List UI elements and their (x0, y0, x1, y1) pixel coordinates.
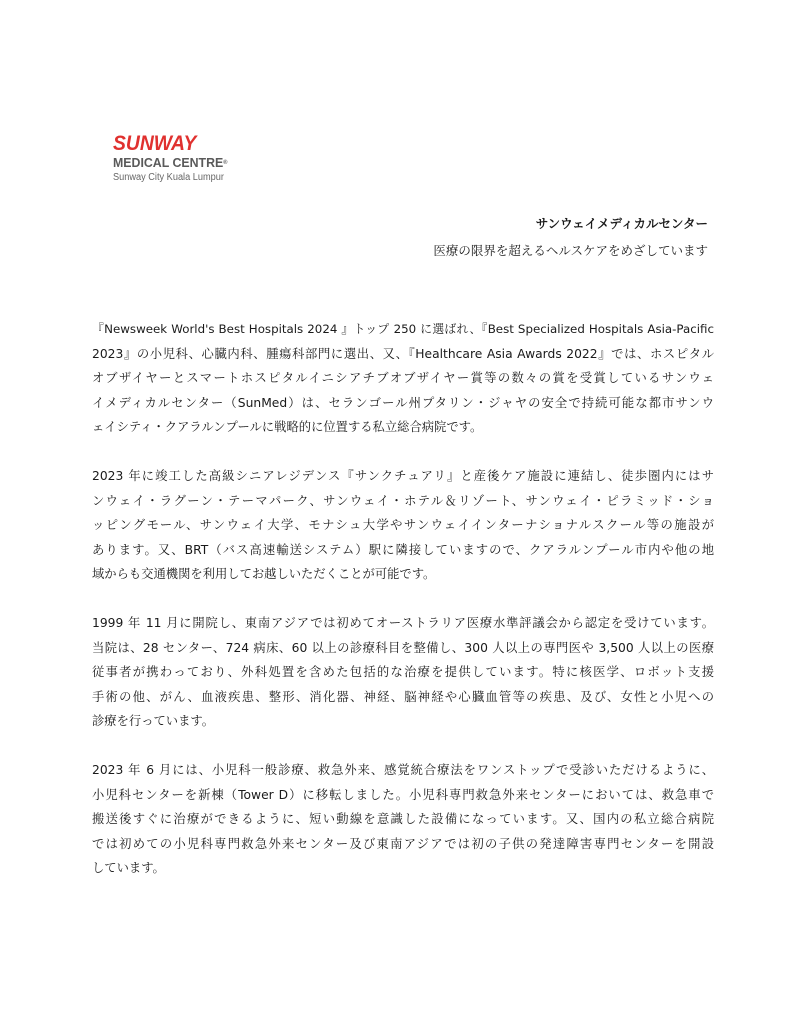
paragraph-4 (92, 758, 714, 881)
logo-brand: SUNWAY (113, 132, 197, 155)
body-text (92, 317, 714, 905)
paragraph-line: イメディカルセンター（SunMed）は、セランゴール州プタリン・ジャヤの安全で持続可能な都市サンウ (92, 395, 714, 410)
paragraph-1 (92, 317, 714, 440)
logo-trademark: ® (223, 160, 228, 166)
paragraph-line: では初めての小児科専門救急外来センター及び東南アジアでは初の子供の発達障害専門センターを開設 (92, 836, 714, 851)
paragraph-line: 『Newsweek World's Best Hospitals 2024 』トップ 250 に選ばれ、『Best Specialized Hospitals Asia-Pacific (92, 322, 714, 336)
paragraph-line: 手術の他、がん、血液疾患、整形、消化器、神経、脳神経や心臓血管等の疾患、及び、女性と小児への (92, 689, 714, 704)
paragraph-line: しています。 (92, 861, 165, 876)
paragraph-line: ッピングモール、サンウェイ大学、モナシュ大学やサンウェイインターナショナルスクール等の施設が (92, 518, 714, 533)
logo-subtitle-text: MEDICAL CENTRE (113, 155, 224, 170)
paragraph-line: ェイシティ・クアラルンプールに戦略的に位置する私立総合病院です。 (92, 420, 483, 435)
logo-subtitle (113, 155, 227, 171)
paragraph-line: 当院は、28 センター、724 病床、60 以上の診療科目を整備し、300 人以上の専門医や 3,500 人以上の医療 (92, 640, 714, 655)
logo-location: Sunway City Kuala Lumpur (113, 172, 224, 183)
paragraph-line: 従事者が携わっており、外科処置を含めた包括的な治療を提供しています。特に核医学、ロボット支援 (92, 665, 714, 680)
paragraph-line: 2023 年 6 月には、小児科一般診療、救急外来、感覚統合療法をワンストップで受診いただけるように、 (92, 762, 714, 777)
paragraph-line: 1999 年 11 月に開院し、東南アジアでは初めてオーストラリア医療水準評議会から認定を受けています。 (92, 615, 714, 630)
paragraph-line: あります。又、BRT（バス高速輸送システム）駅に隣接していますので、クアラルンプール市内や他の地 (92, 542, 714, 557)
paragraph-line: 2023』の小児科、心臓内科、腫瘍科部門に選出、又、『Healthcare Asia Awards 2022』では、ホスピタル (92, 346, 714, 361)
paragraph-3 (92, 611, 714, 734)
paragraph-line: ンウェイ・ラグーン・テーマパーク、サンウェイ・ホテル＆リゾート、サンウェイ・ピラミッド・ショ (92, 493, 714, 508)
paragraph-line: 搬送後すぐに治療ができるように、短い動線を意識した設備になっています。又、国内の私立総合病院 (92, 812, 714, 827)
header-block (433, 214, 708, 261)
org-name: サンウェイメディカルセンター (535, 216, 708, 231)
paragraph-line: 小児科センターを新棟（Tower D）に移転しました。小児科専門救急外来センターにおいては、救急車で (92, 787, 714, 802)
paragraph-line: 域からも交通機関を利用してお越しいただくことが可能です。 (92, 567, 436, 582)
paragraph-line: 2023 年に竣工した高級シニアレジデンス『サンクチュアリ』と産後ケア施設に連結し、徒歩圏内にはサ (92, 468, 714, 483)
paragraph-2 (92, 464, 714, 587)
sunway-logo (113, 133, 233, 184)
paragraph-line: オブザイヤーとスマートホスピタルイニシアチブオブザイヤー賞等の数々の賞を受賞しているサンウェ (92, 371, 714, 386)
tagline: 医療の限界を超えるヘルスケアをめざしています (433, 243, 708, 258)
paragraph-line: 診療を行っています。 (92, 714, 214, 729)
